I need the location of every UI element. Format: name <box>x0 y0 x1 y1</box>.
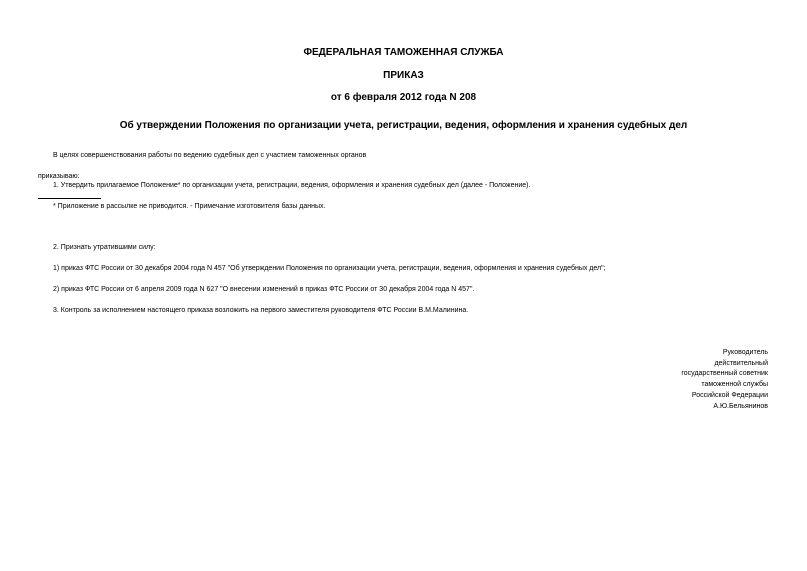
signature-line-country: Российской Федерации <box>691 391 768 399</box>
item-1-paragraph: 1. Утвердить прилагаемое Положение* по организации учета, регистрации, ведения, оформления и хранения судебных дел (далее - Положение). <box>53 182 531 189</box>
document-title: Об утверждении Положения по организации учета, регистрации, ведения, оформления и хранения судебных дел <box>119 120 688 131</box>
item-3-paragraph: 3. Контроль за исполнением настоящего приказа возложить на первого заместителя руководителя ФТС России В.М.Малинина. <box>53 307 469 314</box>
signature-block <box>681 348 768 412</box>
item-2-paragraph: 2. Признать утратившими силу: <box>53 244 156 251</box>
document-type-heading: ПРИКАЗ <box>383 70 424 81</box>
item-2-subitem-1: 1) приказ ФТС России от 30 декабря 2004 года N 457 "Об утверждении Положения по организации учета, регистрации, ведения, оформления и хранения судебных дел"; <box>53 265 606 272</box>
signature-line-rank-1: действительный <box>714 359 768 367</box>
footnote-text: * Приложение в рассылке не приводится. - Примечание изготовителя базы данных. <box>53 203 326 210</box>
preamble-paragraph: В целях совершенствования работы по ведению судебных дел с участием таможенных органов <box>53 152 367 159</box>
item-2-subitem-2: 2) приказ ФТС России от 6 апреля 2009 года N 627 "О внесении изменений в приказ ФТС России от 30 декабря 2004 года N 457". <box>53 286 475 293</box>
signature-line-rank-2: государственный советник <box>681 370 768 378</box>
order-word: приказываю: <box>38 173 80 180</box>
document-date-number: от 6 февраля 2012 года N 208 <box>330 92 477 103</box>
agency-heading: ФЕДЕРАЛЬНАЯ ТАМОЖЕННАЯ СЛУЖБА <box>303 47 504 58</box>
signature-line-position: Руководитель <box>722 349 768 356</box>
signature-line-rank-3: таможенной службы <box>701 381 768 389</box>
signature-line-name: А.Ю.Бельянинов <box>713 402 768 410</box>
footnote-divider <box>38 198 101 199</box>
